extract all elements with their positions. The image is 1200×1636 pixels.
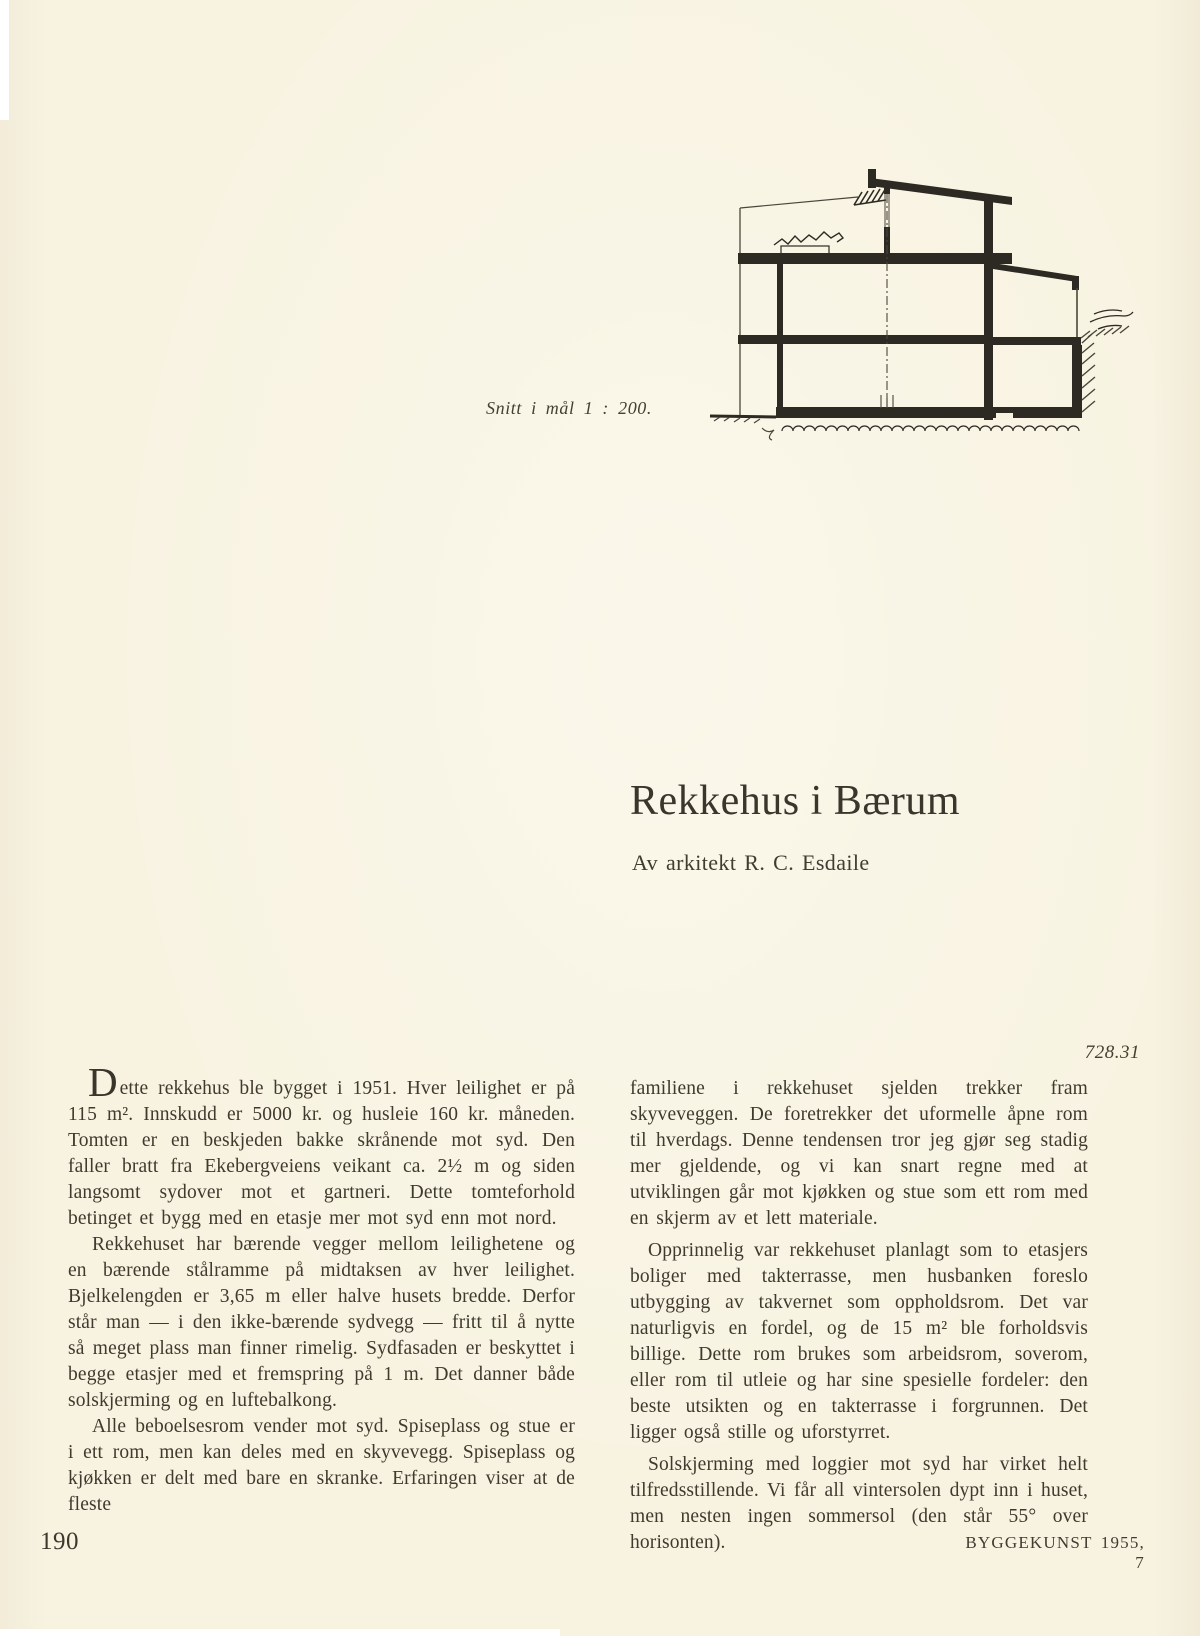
paragraph-text: ette rekkehus ble bygget i 1951. Hver leilighet er på 115 m². Innskudd er 5000 kr. og husleie 160 kr. måneden. Tomten er en beskjeden bakke skrånende mot syd. Den faller bratt fra Ekebergveiens veikant ca. 2½ m og siden langsomt sydover mot et gartneri. Dette tomteforhold betinget et bygg med en etasje mer mot syd enn mot nord. <box>68 1078 575 1229</box>
mid-floor-slab <box>738 335 988 344</box>
roof-planter <box>774 232 843 254</box>
right-sloped-roof <box>993 263 1079 290</box>
section-drawing <box>678 150 1138 450</box>
right-lower-wall <box>1072 345 1082 416</box>
centre-axis <box>881 194 893 408</box>
right-column <box>630 1076 1088 1556</box>
figure-caption: Snitt i mål 1 : 200. <box>486 398 652 418</box>
paragraph: Solskjerming med loggier mot syd har virket helt tilfredsstillende. Vi får all vintersolen dypt inn i huset, men nesten ingen sommersol (den står 55° over horisonten). <box>630 1454 1088 1553</box>
slab-notch <box>996 413 1013 420</box>
paragraph: Rekkehuset har bærende vegger mellom leilighetene og en bærende stålramme på midtaksen av hver leilighet. Bjelkelengden er 3,65 m eller halve husets bredde. Derfor står man — i den ikke-bærende sydvegg — fritt til å nytte så meget plass man finner rimelig. Sydfasaden er beskyttet i begge etasjer med et fremspring på 1 m. Det danner både solskjerming og en luftebalkong. <box>68 1234 575 1411</box>
article-title: Rekkehus i Bærum <box>630 778 960 824</box>
article-byline: Av arkitekt R. C. Esdaile <box>632 850 870 875</box>
right-terrain-hatch <box>1081 310 1133 412</box>
right-mid-slab <box>993 337 1081 345</box>
scan-edge-left <box>0 0 9 120</box>
page-number: 190 <box>40 1528 79 1555</box>
ground-slab <box>776 407 1082 418</box>
paragraph: Alle beboelsesrom vender mot syd. Spiseplass og stue er i ett rom, men kan deles med en skyvevegg. Spiseplass og kjøkken er delt med bare en skranke. Erfaringen viser at de fleste <box>68 1416 575 1515</box>
foundation-hatch <box>782 426 1079 431</box>
right-wall <box>984 197 993 420</box>
paragraph: familiene i rekkehuset sjelden trekker fram skyveveggen. De foretrekker det uformelle åpne rom til hverdags. Denne tendensen tror jeg gjør seg stadig mer gjeldende, og vi kan snart regne med at utviklingen går mot kjøkken og stue som ett rom med en skjerm av et lett materiale. <box>630 1078 1088 1229</box>
left-column <box>68 1059 575 1518</box>
journal-footer: BYGGEKUNST 1955, 7 <box>965 1533 1145 1572</box>
roof-railing-hatch <box>854 188 886 205</box>
left-wall <box>777 260 783 410</box>
scan-edge-bottom <box>0 1629 560 1636</box>
paragraph: Opprinnelig var rekkehuset planlagt som to etasjers boliger med takterrasse, men husbanken foreslo utbygging av takvernet som oppholdsrom. Det var naturligvis en fordel, og de 15 m² ble forholdsvis billige. Dette rom brukes som arbeidsrom, soverom, eller rom til utleie og har sine spesielle fordeler: den beste utsikten og en takterrasse i forgrunnen. Det ligger også stille og uforstyrret. <box>630 1240 1088 1443</box>
paragraph <box>68 1059 575 1232</box>
dropcap-initial: D <box>88 1059 120 1105</box>
facade-outline <box>740 197 858 416</box>
classification-number: 728.31 <box>1084 1042 1140 1063</box>
left-ground <box>710 416 776 440</box>
